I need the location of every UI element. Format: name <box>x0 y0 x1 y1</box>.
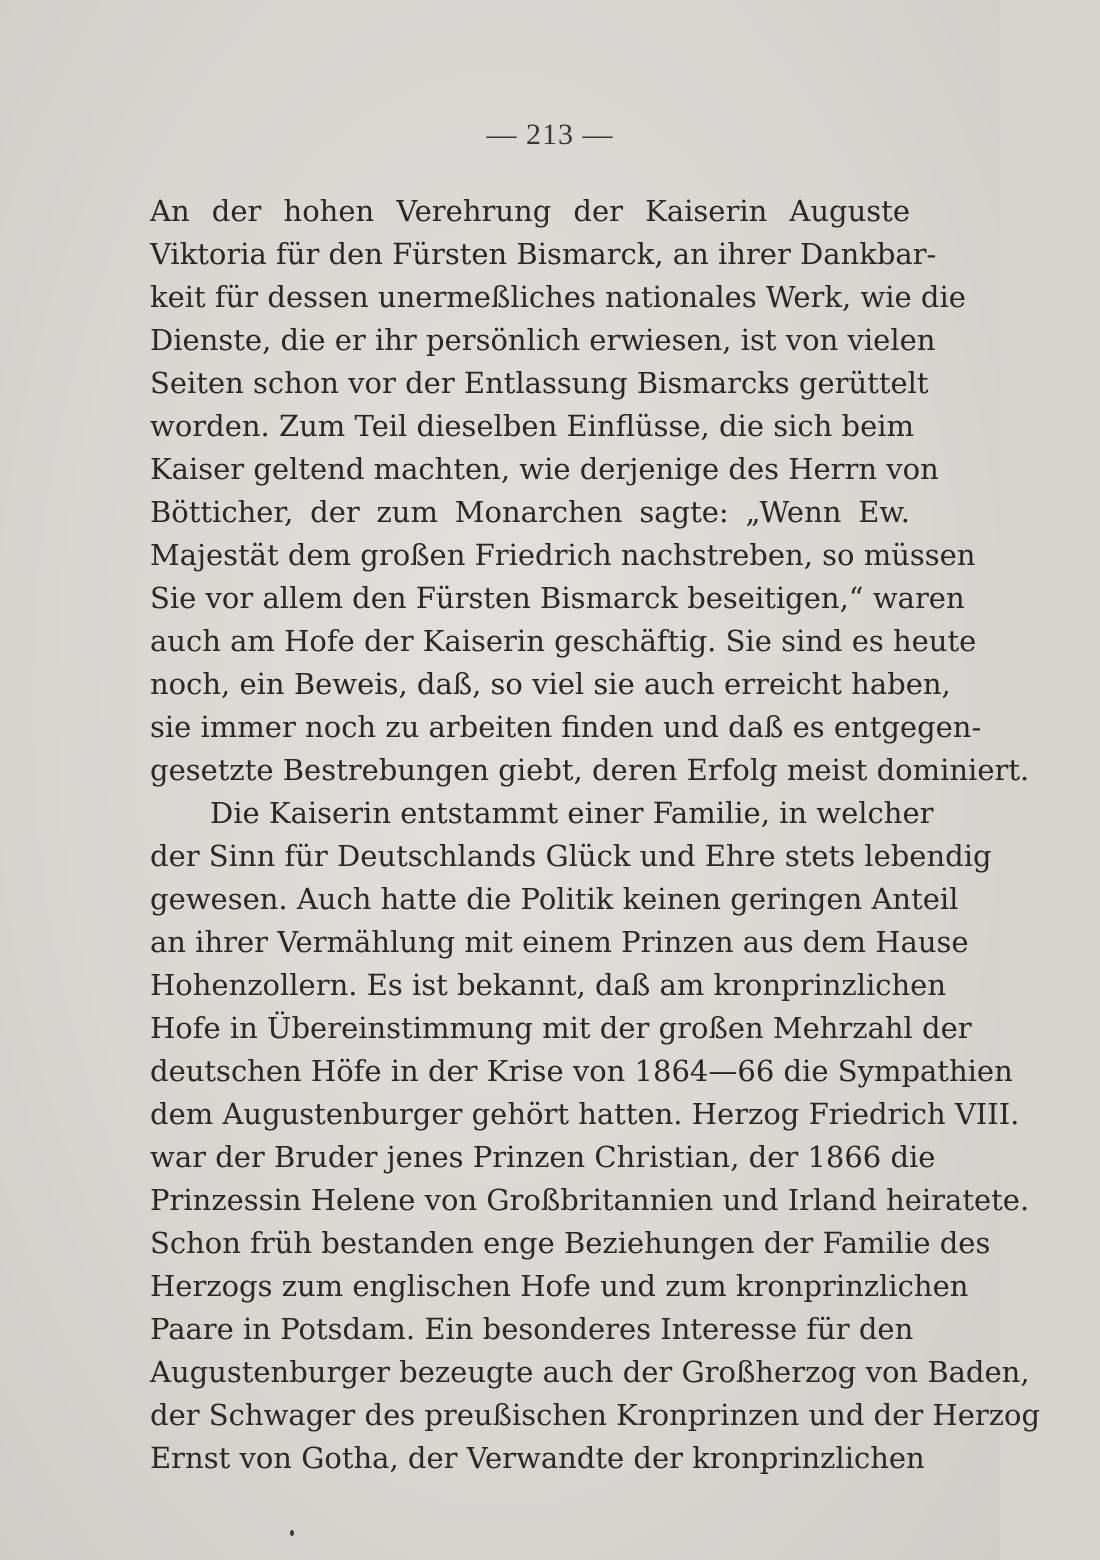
text-line: Augustenburger bezeugte auch der Großherzog von Baden, <box>150 1355 1030 1389</box>
text-line: worden. Zum Teil dieselben Einflüsse, die sich beim <box>150 409 915 443</box>
text-line: Prinzessin Helene von Großbritannien und Irland heiratete. <box>150 1183 1030 1217</box>
text-line: noch, ein Beweis, daß, so viel sie auch erreicht haben, <box>150 667 951 701</box>
text-line: gewesen. Auch hatte die Politik keinen geringen Anteil <box>150 882 959 916</box>
text-line: Bötticher, der zum Monarchen sagte: „Wenn Ew. <box>150 495 910 529</box>
text-line: Kaiser geltend machten, wie derjenige des Herrn von <box>150 452 939 486</box>
text-line: Die Kaiserin entstammt einer Familie, in welcher <box>210 796 934 830</box>
text-line: keit für dessen unermeßliches nationales Werk, wie die <box>150 280 966 314</box>
text-line: Hohenzollern. Es ist bekannt, daß am kronprinzlichen <box>150 968 947 1002</box>
text-line: der Sinn für Deutschlands Glück und Ehre stets lebendig <box>150 839 992 873</box>
paragraph <box>150 792 1041 1480</box>
text-line: Majestät dem großen Friedrich nachstreben, so müssen <box>150 538 976 572</box>
text-line: Herzogs zum englischen Hofe und zum kronprinzlichen <box>150 1269 969 1303</box>
text-line: Viktoria für den Fürsten Bismarck, an ihrer Dankbar- <box>150 237 937 271</box>
text-line: Hofe in Übereinstimmung mit der großen Mehrzahl der <box>150 1011 972 1045</box>
page-number: — 213 — <box>486 118 614 151</box>
text-line: Sie vor allem den Fürsten Bismarck beseitigen,“ waren <box>150 581 965 615</box>
text-line: Schon früh bestanden enge Beziehungen der Familie des <box>150 1226 991 1260</box>
text-line: gesetzte Bestrebungen giebt, deren Erfolg meist dominiert. <box>150 753 1030 787</box>
text-line: dem Augustenburger gehört hatten. Herzog Friedrich VIII. <box>150 1097 1020 1131</box>
body-text <box>150 190 1041 1480</box>
text-line: Seiten schon vor der Entlassung Bismarcks gerüttelt <box>150 366 929 400</box>
text-line: an ihrer Vermählung mit einem Prinzen aus dem Hause <box>150 925 969 959</box>
text-line: Ernst von Gotha, der Verwandte der kronprinzlichen <box>150 1441 925 1475</box>
text-line: An der hohen Verehrung der Kaiserin Auguste <box>150 194 910 228</box>
ink-speck <box>290 1530 294 1536</box>
paragraph <box>150 190 1030 792</box>
text-line: auch am Hofe der Kaiserin geschäftig. Sie sind es heute <box>150 624 977 658</box>
text-line: Paare in Potsdam. Ein besonderes Interesse für den <box>150 1312 914 1346</box>
text-line: Dienste, die er ihr persönlich erwiesen, ist von vielen <box>150 323 936 357</box>
text-line: war der Bruder jenes Prinzen Christian, der 1866 die <box>150 1140 936 1174</box>
text-line: sie immer noch zu arbeiten finden und daß es entgegen- <box>150 710 982 744</box>
text-line: deutschen Höfe in der Krise von 1864—66 die Sympathien <box>150 1054 1013 1088</box>
text-line: der Schwager des preußischen Kronprinzen und der Herzog <box>150 1398 1041 1432</box>
